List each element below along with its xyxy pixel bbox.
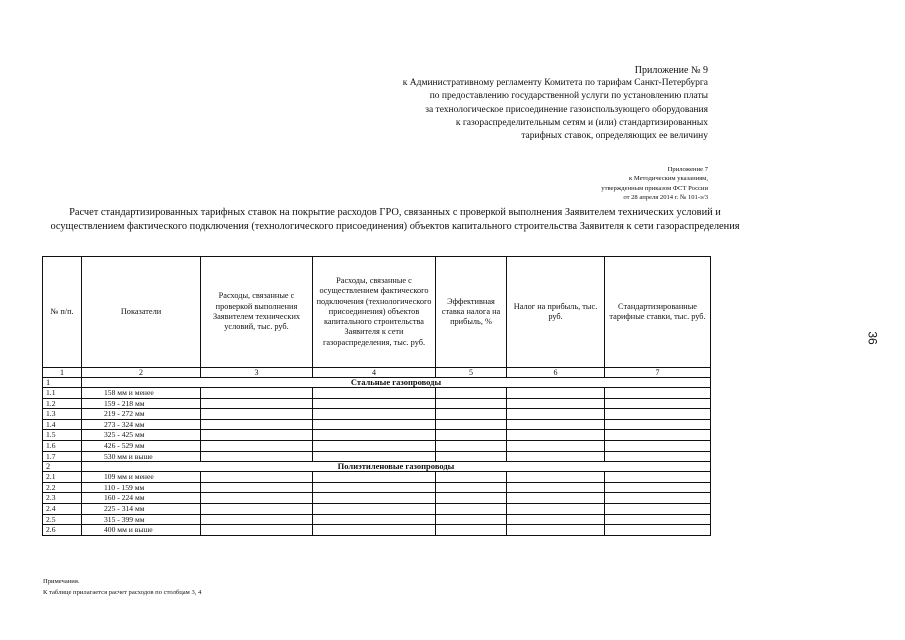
cell-empty xyxy=(507,503,605,514)
cell-empty xyxy=(436,398,507,409)
notes-text: К таблице прилагается расчет расходов по столбцам 3, 4 xyxy=(43,589,202,596)
appendix-line-3: по предоставлению государственной услуги по установлению платы xyxy=(429,91,708,102)
header-connection-costs: Расходы, связанные с осуществлением фактического подключения (технологического присоединения) объектов капитального строительства Заявителя к сети газораспределения, тыс. руб. xyxy=(313,257,436,368)
row-label: 426 - 529 мм xyxy=(82,440,201,451)
cell-empty xyxy=(507,419,605,430)
section-row-steel xyxy=(43,378,711,388)
column-number: 2 xyxy=(82,368,201,378)
table-row xyxy=(43,398,711,409)
page-number: 36 xyxy=(865,331,880,345)
cell-empty xyxy=(436,514,507,525)
annex7-line-3: утвержденным приказом ФСТ России xyxy=(601,184,708,192)
row-label: 159 - 218 мм xyxy=(82,398,201,409)
column-number: 1 xyxy=(43,368,82,378)
cell-empty xyxy=(507,482,605,493)
cell-empty xyxy=(313,440,436,451)
row-num: 2.6 xyxy=(43,525,82,536)
cell-empty xyxy=(507,472,605,483)
appendix-line-2: к Административному регламенту Комитета по тарифам Санкт-Петербурга xyxy=(402,78,708,89)
cell-empty xyxy=(201,503,313,514)
annex7-line-2: к Методическим указаниям, xyxy=(629,175,708,183)
cell-empty xyxy=(605,482,711,493)
tariff-table xyxy=(42,256,711,536)
column-number: 4 xyxy=(313,368,436,378)
cell-empty xyxy=(313,503,436,514)
row-num: 1.1 xyxy=(43,388,82,399)
cell-empty xyxy=(201,482,313,493)
cell-empty xyxy=(201,451,313,462)
appendix-line-6: тарифных ставок, определяющих ее величину xyxy=(521,131,708,142)
cell-empty xyxy=(507,525,605,536)
header-check-costs: Расходы, связанные с проверкой выполнения Заявителем технических условий, тыс. руб. xyxy=(201,257,313,368)
appendix-line-4: за технологическое присоединение газоиспользующего оборудования xyxy=(425,104,708,115)
cell-empty xyxy=(201,525,313,536)
cell-empty xyxy=(507,451,605,462)
cell-empty xyxy=(507,409,605,420)
header-profit-tax: Налог на прибыль, тыс. руб. xyxy=(507,257,605,368)
cell-empty xyxy=(507,514,605,525)
cell-empty xyxy=(605,525,711,536)
cell-empty xyxy=(436,440,507,451)
cell-empty xyxy=(436,419,507,430)
cell-empty xyxy=(605,493,711,504)
row-num: 1.6 xyxy=(43,440,82,451)
cell-empty xyxy=(436,503,507,514)
row-label: 219 - 272 мм xyxy=(82,409,201,420)
cell-empty xyxy=(507,388,605,399)
row-label: 158 мм и менее xyxy=(82,388,201,399)
row-label: 273 - 324 мм xyxy=(82,419,201,430)
header-num: № п/п. xyxy=(43,257,82,368)
section-title: Полиэтиленовые газопроводы xyxy=(82,462,711,472)
section-num: 1 xyxy=(43,378,82,388)
notes-block xyxy=(43,576,201,598)
row-label: 225 - 314 мм xyxy=(82,503,201,514)
cell-empty xyxy=(436,430,507,441)
table-row xyxy=(43,388,711,399)
row-num: 2.5 xyxy=(43,514,82,525)
section-num: 2 xyxy=(43,462,82,472)
cell-empty xyxy=(313,482,436,493)
row-num: 2.1 xyxy=(43,472,82,483)
cell-empty xyxy=(313,388,436,399)
column-number: 5 xyxy=(436,368,507,378)
table-row xyxy=(43,503,711,514)
cell-empty xyxy=(313,409,436,420)
annex7-line-4: от 28 апреля 2014 г. № 101-э/3 xyxy=(623,194,708,202)
cell-empty xyxy=(313,419,436,430)
annex7-block xyxy=(601,165,708,203)
column-number: 6 xyxy=(507,368,605,378)
cell-empty xyxy=(201,388,313,399)
row-num: 1.7 xyxy=(43,451,82,462)
cell-empty xyxy=(436,409,507,420)
cell-empty xyxy=(436,472,507,483)
table-row xyxy=(43,440,711,451)
cell-empty xyxy=(605,440,711,451)
row-num: 1.3 xyxy=(43,409,82,420)
row-num: 2.3 xyxy=(43,493,82,504)
cell-empty xyxy=(436,482,507,493)
cell-empty xyxy=(313,514,436,525)
column-number: 7 xyxy=(605,368,711,378)
notes-heading: Примечания. xyxy=(43,578,80,585)
row-label: 400 мм и выше xyxy=(82,525,201,536)
cell-empty xyxy=(313,525,436,536)
row-num: 1.5 xyxy=(43,430,82,441)
cell-empty xyxy=(201,440,313,451)
column-number: 3 xyxy=(201,368,313,378)
cell-empty xyxy=(313,398,436,409)
row-label: 109 мм и менее xyxy=(82,472,201,483)
cell-empty xyxy=(605,398,711,409)
table-row xyxy=(43,525,711,536)
cell-empty xyxy=(436,493,507,504)
cell-empty xyxy=(313,451,436,462)
header-standard-rates: Стандартизированные тарифные ставки, тыс. руб. xyxy=(605,257,711,368)
cell-empty xyxy=(201,430,313,441)
row-num: 2.2 xyxy=(43,482,82,493)
cell-empty xyxy=(507,398,605,409)
table-row xyxy=(43,472,711,483)
document-title: Расчет стандартизированных тарифных ставок на покрытие расходов ГРО, связанных с проверкой выполнения Заявителем технических условий и осуществлением фактического подключения (технологического присоединения) объектов капитального строительства Заявителя к сети газораспределения xyxy=(50,207,740,232)
cell-empty xyxy=(605,451,711,462)
cell-empty xyxy=(201,398,313,409)
table-row xyxy=(43,493,711,504)
section-title: Стальные газопроводы xyxy=(82,378,711,388)
appendix-block xyxy=(403,64,708,143)
cell-empty xyxy=(201,472,313,483)
cell-empty xyxy=(201,419,313,430)
appendix-line-1: Приложение № 9 xyxy=(634,65,708,76)
cell-empty xyxy=(605,419,711,430)
row-label: 530 мм и выше xyxy=(82,451,201,462)
cell-empty xyxy=(605,409,711,420)
cell-empty xyxy=(507,440,605,451)
cell-empty xyxy=(605,472,711,483)
cell-empty xyxy=(507,430,605,441)
table-row xyxy=(43,514,711,525)
row-label: 110 - 159 мм xyxy=(82,482,201,493)
table-row xyxy=(43,451,711,462)
column-number-row xyxy=(43,368,711,378)
cell-empty xyxy=(605,503,711,514)
table-row xyxy=(43,430,711,441)
cell-empty xyxy=(605,388,711,399)
cell-empty xyxy=(436,451,507,462)
cell-empty xyxy=(436,388,507,399)
cell-empty xyxy=(313,493,436,504)
cell-empty xyxy=(507,493,605,504)
cell-empty xyxy=(313,430,436,441)
cell-empty xyxy=(313,472,436,483)
header-row xyxy=(43,257,711,368)
annex7-line-1: Приложение 7 xyxy=(667,166,708,173)
table-row xyxy=(43,409,711,420)
cell-empty xyxy=(201,409,313,420)
cell-empty xyxy=(436,525,507,536)
row-num: 1.2 xyxy=(43,398,82,409)
appendix-line-5: к газораспределительным сетям и (или) стандартизированных xyxy=(455,117,708,128)
row-label: 315 - 399 мм xyxy=(82,514,201,525)
header-indicators: Показатели xyxy=(82,257,201,368)
header-tax-rate: Эффективная ставка налога на прибыль, % xyxy=(436,257,507,368)
row-num: 2.4 xyxy=(43,503,82,514)
row-label: 160 - 224 мм xyxy=(82,493,201,504)
table-row xyxy=(43,419,711,430)
cell-empty xyxy=(201,514,313,525)
cell-empty xyxy=(605,514,711,525)
cell-empty xyxy=(201,493,313,504)
table-row xyxy=(43,482,711,493)
row-num: 1.4 xyxy=(43,419,82,430)
cell-empty xyxy=(605,430,711,441)
row-label: 325 - 425 мм xyxy=(82,430,201,441)
section-row-polyethylene xyxy=(43,462,711,472)
